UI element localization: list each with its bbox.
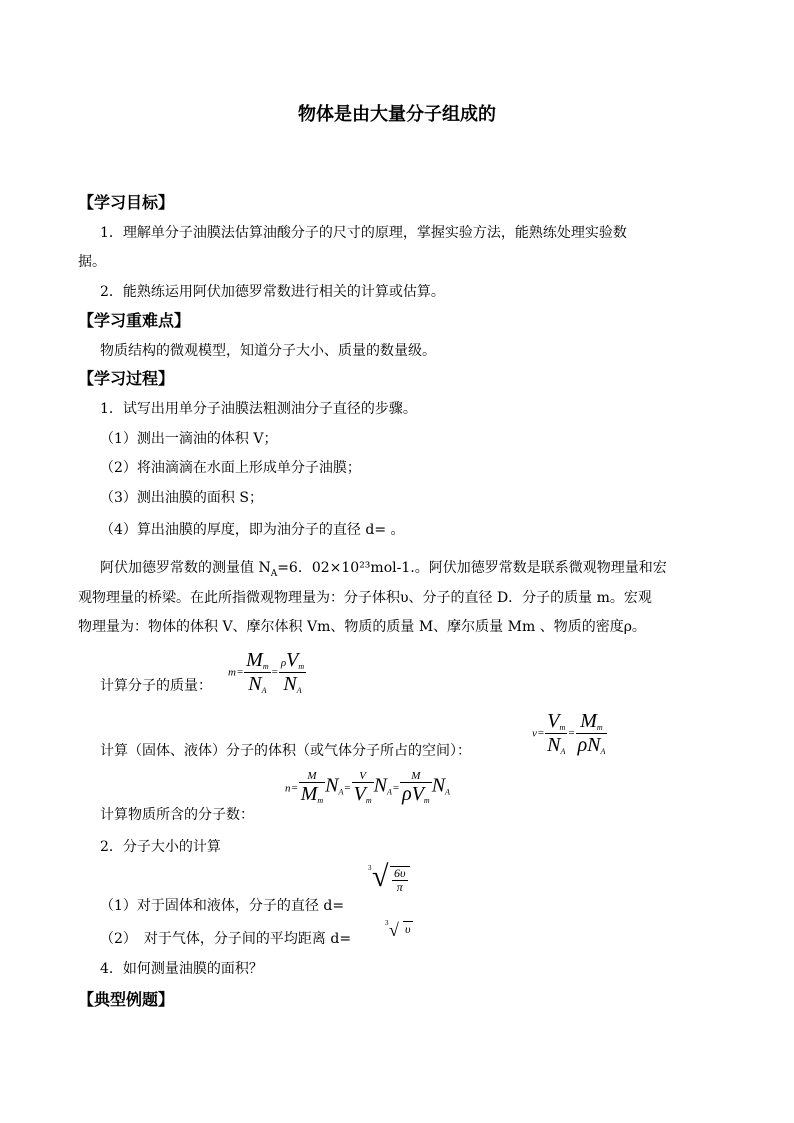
question-4: 4．如何测量油膜的面积？	[100, 961, 263, 977]
section-process-heading: 【学习过程】	[78, 369, 175, 388]
step-1: （1）测出一滴油的体积 V；	[100, 431, 278, 447]
count-formula: n= $\frac{M}{M_m}$ $N_A=$ $\frac{V}{V_m}$ $N_A=$ $\frac{M}{\rho V_m}$ $N_A$	[285, 770, 450, 806]
step-4: （4）算出油膜的厚度，即为油分子的直径 d= 。	[100, 522, 405, 538]
goal-2: 2．能熟练运用阿伏加德罗常数进行相关的计算或估算。	[100, 284, 445, 300]
goal-1-line-1: 1．理解单分子油膜法估算油酸分子的尺寸的原理，掌握实验方法，能熟练处理实验数	[100, 225, 627, 241]
volume-formula-label: 计算（固体、液体）分子的体积（或气体分子所占的空间）：	[100, 743, 471, 759]
section-key-heading: 【学习重难点】	[78, 311, 191, 330]
goal-1-line-2: 据。	[78, 254, 106, 270]
step-2: （2）将油滴滴在水面上形成单分子油膜；	[100, 460, 361, 476]
key-points-text: 物质结构的微观模型，知道分子大小、质量的数量级。	[100, 343, 436, 359]
question-1: 1．试写出用单分子油膜法粗测油分子直径的步骤。	[100, 401, 417, 417]
avogadro-line-3: 物理量为：物体的体积 V、摩尔体积 Vm、物质的质量 M、摩尔质量 Mm 、物质的密度ρ。	[78, 619, 646, 635]
avogadro-line-1: 阿伏加德罗常数的测量值 $N_A=6$．02×10²³mol-1.。阿伏加德罗常数是联系微观物理量和宏	[100, 560, 667, 579]
solid-diameter-text: （1）对于固体和液体，分子的直径 d=	[100, 898, 345, 914]
solid-diameter-formula: 3 √ $\frac{6\upsilon}{\pi}$	[368, 866, 410, 895]
section-examples-heading: 【典型例题】	[78, 990, 175, 1009]
page-title: 物体是由大量分子组成的	[298, 104, 496, 125]
gas-distance-formula: 3 √ υ	[385, 919, 411, 940]
section-goals-heading: 【学习目标】	[78, 193, 175, 212]
step-3: （3）测出油膜的面积 S；	[100, 490, 263, 506]
count-formula-label: 计算物质所含的分子数：	[100, 807, 254, 823]
question-2: 2．分子大小的计算	[100, 839, 221, 855]
gas-distance-text: （2） 对于气体，分子间的平均距离 d=	[100, 931, 352, 947]
mass-formula-label: 计算分子的质量：	[100, 678, 212, 694]
mass-formula: m= $\frac{M_m}{N_A}$ = $\frac{\rho V_m}{N_A}$	[228, 649, 305, 695]
volume-formula: v= $\frac{V_m}{N_A}$ = $\frac{M_m}{\rho N_A}$	[532, 710, 606, 756]
avogadro-line-2: 观物理量的桥梁。在此所指微观物理量为：分子体积υ、分子的直径 D．分子的质量 m。宏观	[78, 590, 652, 606]
